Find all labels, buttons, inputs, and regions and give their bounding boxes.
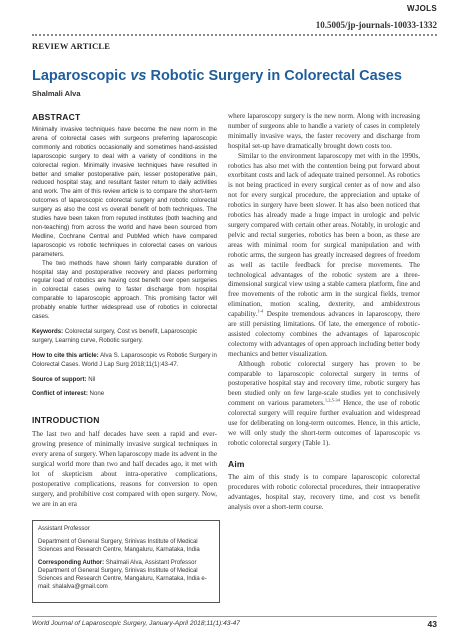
footer-journal: World Journal of Laparoscopic Surgery, January-April 2018;11(1):43-47 xyxy=(32,620,240,627)
title-vs: vs xyxy=(130,68,147,84)
keywords xyxy=(32,328,217,346)
page-footer xyxy=(32,616,437,632)
journal-tag: WJOLS xyxy=(407,4,437,13)
title-part: Robotic Surgery in Colorectal Cases xyxy=(146,68,402,84)
introduction-heading: INTRODUCTION xyxy=(32,415,100,426)
citation-label: How to cite this article: xyxy=(32,351,99,359)
abstract-heading: ABSTRACT xyxy=(32,112,81,122)
abstract-paragraph: The two methods have shown fairly comparable duration of hospital stay and postoperative recovery and places performing regular load of robotics are having cost benefit over open surgeries in colorectal cases owing to faster discharge from hospital comparable to laparoscopic approach. This promising factor will probably enable further widespread use of robotics in colorectal cases. xyxy=(32,259,217,321)
conflict-label: Conflict of interest: xyxy=(32,390,88,398)
abstract-paragraph: Minimally invasive techniques have become the new norm in the arena of colorectal cases with surgeons preferring laparoscopic commonly and robotics occasionally and sometimes hand-assisted laparoscopic surgery to deal with a variety of conditions in the colorectal region. Minimally invasive techniques have resulted in better and smaller postoperative pain, lesser postoperative pain, reduced hospital stay, and resultant faster return to daily activities and work. The aim of this review article is to compare the short-term outcomes of laparoscopic colorectal surgery and robotic colorectal surgery as also the cost vs overall benefit of both techniques. The studies have been taken from reputed institutes (both teaching and non-teaching) from across the world and have been sourced from Medline, Cochrane Central and PubMed which have compared laparoscopic vs robotic techniques in colorectal cases on various parameters. xyxy=(32,126,217,258)
conflict-of-interest xyxy=(32,390,217,399)
article-title xyxy=(32,68,402,84)
doi[interactable]: 10.5005/jp-journals-10033-1332 xyxy=(315,20,437,30)
body-text-span: Similar to the environment laparoscopy met with in the 1990s, robotics has also met with the contention being put forward about exorbitant costs and lack of adequate trained personnel. As robotics is not being practiced in every surgical center as of now and also not for every surgical procedure, the appreciation and uptake of robotics in surgery have been slower. It has also been noticed that robotics has already made a huge impact in urologic and pelvic surgery compared with certain other areas. Notably, in urologic and pelvic and rectal surgeries, robotics has been a boon, as these are areas with minimal room for surgical manipulation and with robotic arms, the surgeon has greatly increased degrees of freedom as well as tactile feedback for precise movements. The technological advantages of the robotic system are a three-dimensional surgical view using a stable camera platform, fine and free movements of the robotic arm in the surgical fields, tremor elimination, motion scaling, dexterity, and ambidextrous capability. xyxy=(228,151,420,319)
aim-heading: Aim xyxy=(228,458,245,469)
citation-text: Alva S. Laparoscopic vs Robotic Surgery in Colorectal Cases. World J Lap Surg 2018;11(1):43-47. xyxy=(32,351,217,368)
page-header xyxy=(0,0,449,40)
header-rule xyxy=(32,34,437,36)
body-paragraph: where laparoscopy surgery is the new norm. Along with increasing number of surgeons able to handle a variety of cases in completely minimally invasive ways, the faster recovery and discharge from hospital set-up have dramatically brought down costs too. xyxy=(228,112,420,150)
affiliation-box xyxy=(32,520,220,603)
body-text-span: Despite tremendous advances in laparoscopy, there are still persisting limitations. Of late, the emergence of robotic-assisted colectomy combines the advantages of laparoscopic colectomy with advantages of open approach including better body mechanics and better visualization. xyxy=(228,310,420,358)
body-paragraph xyxy=(228,152,420,360)
aim-paragraph: The aim of this study is to compare laparoscopic colorectal procedures with robotic colorectal procedures, their intraoperative advantages, hospital stay, recovery time, and cost vs benefit analysis over a short-term course. xyxy=(228,472,420,511)
keywords-text: Colorectal surgery, Cost vs benefit, Laparoscopic surgery, Learning curve, Robotic surgery. xyxy=(32,327,198,344)
body-text-span: Hence, the use of robotic colorectal surgery will require further evaluation and widespread use for deliberating on long-term outcomes. Hence, in this article, we will only study the short-term outcomes of laparoscopic vs robotic colorectal surgery (Table 1). xyxy=(228,399,420,447)
corresponding-author xyxy=(38,559,214,591)
right-column xyxy=(228,112,420,512)
citation-ref[interactable]: 1-4 xyxy=(257,308,264,314)
corresponding-text: Shalmali Alva, Assistant Professor Department of General Surgery, Srinivas Institute of Medical Sciences and Research Centre, Mangaluru, Karnataka, India e-mail: shalalva@gmail.com xyxy=(38,560,207,590)
citation-ref[interactable]: 1,2,5-34 xyxy=(324,397,340,403)
introduction-paragraph: The last two and half decades have seen a rapid and ever-growing presence of minimally invasive surgical techniques in every arena of surgery. When laparoscopy made its advent in the surgical world more than two and half decades ago, it met with lot of skepticism about intra-operative complications, postoperative complications, reasons for conversion to open surgery, and prohibitive cost compared with open surgery. Now, we are in an era xyxy=(32,430,217,508)
body-text-span: Although robotic colorectal surgery has proven to be comparable to laparoscopic colorectal surgery in terms of postoperative hospital stay and recovery time, robotic surgery has been studied only on few large-scale studies yet to conclusively comment on various parameters. xyxy=(228,359,420,408)
support-label: Source of support: xyxy=(32,375,87,383)
source-of-support xyxy=(32,376,217,385)
corresponding-label: Corresponding Author: xyxy=(38,560,105,566)
affiliation-department: Department of General Surgery, Srinivas Institute of Medical Sciences and Research Centre, Mangaluru, Karnataka, India xyxy=(38,539,200,553)
body-paragraph xyxy=(228,360,420,449)
keywords-label: Keywords: xyxy=(32,327,64,335)
affiliation-role: Assistant Professor xyxy=(38,526,90,532)
left-column xyxy=(32,112,217,510)
conflict-text: None xyxy=(87,390,105,398)
support-text: Nil xyxy=(86,375,96,383)
article-type: REVIEW ARTICLE xyxy=(32,41,111,51)
citation xyxy=(32,352,217,370)
author-name: Shalmali Alva xyxy=(32,89,81,98)
title-part: Laparoscopic xyxy=(32,68,131,84)
page-number: 43 xyxy=(427,619,437,629)
